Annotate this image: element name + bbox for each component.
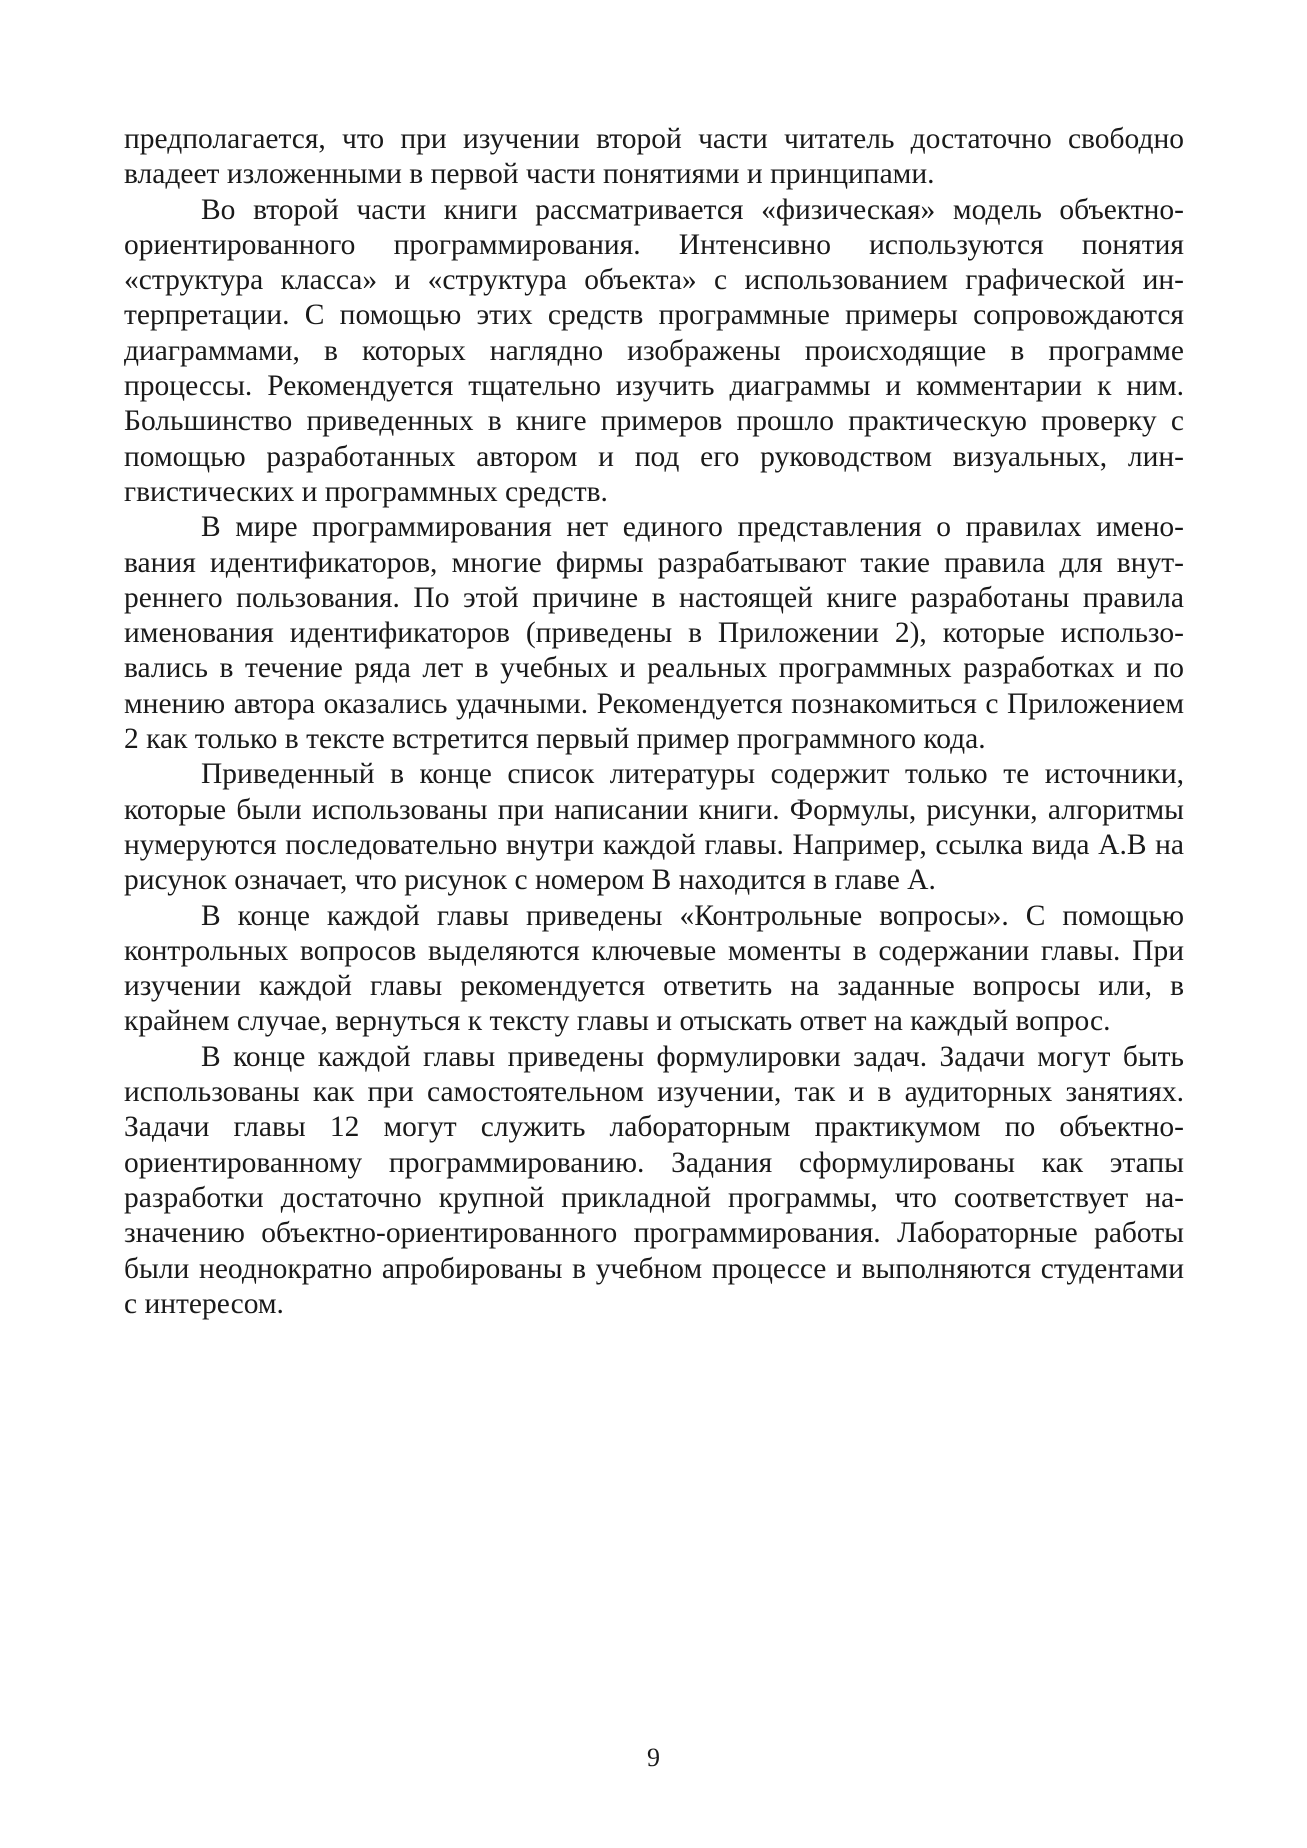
- body-text: [124, 122, 1184, 1322]
- paragraph-control-questions: В конце каждой главы приведены «Контрольные вопросы». С помощью контрольных вопросов выделяются ключевые моменты в содержании главы. При изучении каждой главы рекомендуется ответить на заданные вопросы или, в крайнем случае, вернуться к тексту главы и отыскать ответ на каждый вопрос.: [124, 899, 1184, 1038]
- paragraph-identifier-naming: В мире программирования нет единого представления о правилах именования идентификаторов, многие фирмы разрабатывают такие правила для внутреннего пользования. По этой причине в настоящей книге разработаны правила именования идентификаторов (приведены в Приложении 2), которые использовались в течение ряда лет в учебных и реальных программных разработках и по мнению автора оказались удачными. Рекомендуется познакомиться с Приложением 2 как только в тексте встретится первый пример программного кода.: [124, 511, 1184, 756]
- paragraph-tasks: В конце каждой главы приведены формулировки задач. Задачи могут быть использованы как при самостоятельном изучении, так и в аудиторных занятиях. Задачи главы 12 могут служить лабораторным практикумом по объектно-ориентированному программированию. Задания сформулированы как этапы разработки достаточно крупной прикладной программы, что соответствует назначению объектно-ориентированного программирования. Лабораторные работы были неоднократно апробированы в учебном процессе и выполняются студентами с интересом.: [124, 1040, 1184, 1320]
- page-number: 9: [647, 1743, 660, 1772]
- paragraph-continuation: предполагается, что при изучении второй части читатель достаточно свободно владеет изложенными в первой части понятиями и принципами.: [124, 123, 1184, 191]
- paragraph-physical-model: Во второй части книги рассматривается «физическая» модель объектно-ориентированного программирования. Интенсивно используются понятия «структура класса» и «структура объекта» с использованием графической интерпретации. С помощью этих средств программные примеры сопровождаются диаграммами, в которых наглядно изображены происходящие в программе процессы. Рекомендуется тщательно изучить диаграммы и комментарии к ним. Большинство приведенных в книге примеров прошло практическую проверку с помощью разработанных автором и под его руководством визуальных, лингвистических и программных средств.: [124, 193, 1184, 508]
- paragraph-literature: Приведенный в конце список литературы содержит только те источники, которые были использованы при написании книги. Формулы, рисунки, алгоритмы нумеруются последовательно внутри каждой главы. Например, ссылка вида A.B на рисунок означает, что рисунок с номером B находится в главе A.: [124, 758, 1184, 897]
